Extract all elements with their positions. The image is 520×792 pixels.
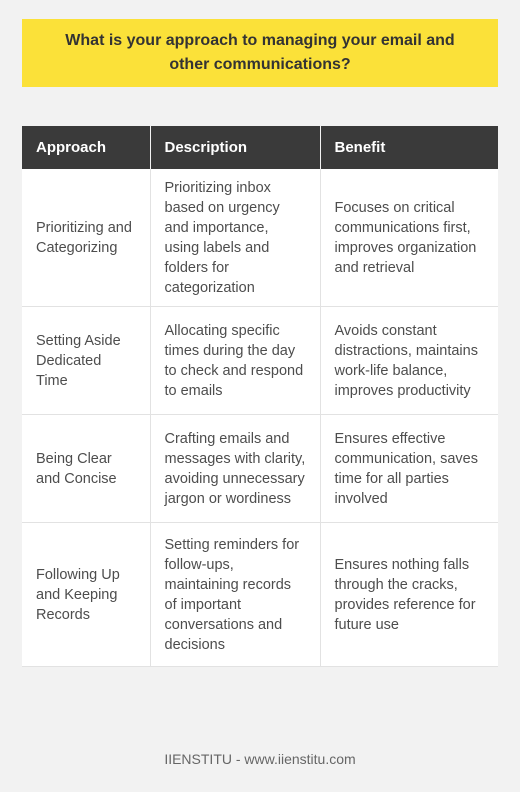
table-header-row bbox=[22, 126, 498, 169]
cell-benefit: Ensures nothing falls through the cracks, provides reference for future use bbox=[320, 523, 498, 667]
table-row bbox=[22, 169, 498, 307]
cell-approach: Following Up and Keeping Records bbox=[22, 523, 150, 667]
cell-benefit: Focuses on critical communications first, improves organization and retrieval bbox=[320, 169, 498, 307]
table-row bbox=[22, 307, 498, 415]
cell-description: Setting reminders for follow-ups, maintaining records of important conversations and decisions bbox=[150, 523, 320, 667]
page-title-text: What is your approach to managing your email and other communications? bbox=[65, 32, 455, 73]
cell-benefit: Ensures effective communication, saves time for all parties involved bbox=[320, 415, 498, 523]
header-approach: Approach bbox=[22, 126, 150, 169]
approach-table bbox=[22, 126, 498, 667]
cell-approach: Setting Aside Dedicated Time bbox=[22, 307, 150, 415]
page-title bbox=[22, 19, 498, 87]
cell-benefit: Avoids constant distractions, maintains work-life balance, improves productivity bbox=[320, 307, 498, 415]
table-row bbox=[22, 523, 498, 667]
cell-approach: Prioritizing and Categorizing bbox=[22, 169, 150, 307]
cell-description: Allocating specific times during the day to check and respond to emails bbox=[150, 307, 320, 415]
cell-description: Prioritizing inbox based on urgency and importance, using labels and folders for categorization bbox=[150, 169, 320, 307]
cell-description: Crafting emails and messages with clarity, avoiding unnecessary jargon or wordiness bbox=[150, 415, 320, 523]
header-benefit: Benefit bbox=[320, 126, 498, 169]
header-description: Description bbox=[150, 126, 320, 169]
table-row bbox=[22, 415, 498, 523]
cell-approach: Being Clear and Concise bbox=[22, 415, 150, 523]
footer-credit: IIENSTITU - www.iienstitu.com bbox=[164, 751, 356, 767]
